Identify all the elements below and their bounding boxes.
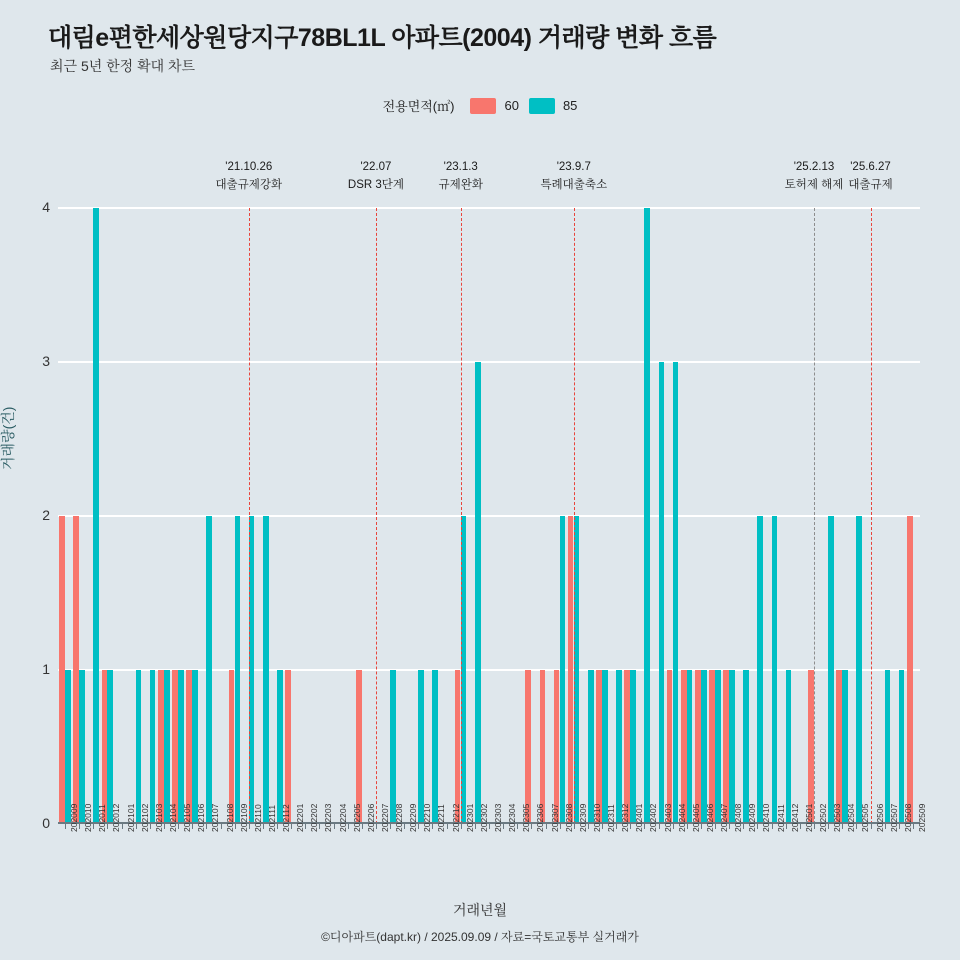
x-tick-label: 202506 <box>874 803 885 832</box>
bar-85 <box>136 670 142 824</box>
bar-60 <box>229 670 235 824</box>
bar-85 <box>659 362 665 824</box>
x-tick-mark <box>348 824 349 829</box>
x-tick-label: 202411 <box>775 804 786 832</box>
x-tick-mark <box>263 824 264 829</box>
x-tick-label: 202308 <box>563 803 574 832</box>
event-name: 특례대출축소 <box>540 179 608 192</box>
bar-85 <box>206 516 212 824</box>
bar-85 <box>475 362 481 824</box>
legend-swatch-60 <box>470 98 496 114</box>
bar-85 <box>263 516 269 824</box>
bar-85 <box>687 670 693 824</box>
bar-85 <box>178 670 184 824</box>
x-tick-mark <box>447 824 448 829</box>
page-subtitle: 최근 5년 한정 확대 차트 <box>50 58 196 74</box>
x-tick-mark <box>362 824 363 829</box>
x-tick-label: 202312 <box>620 803 631 832</box>
x-tick-mark <box>630 824 631 829</box>
x-tick-label: 202204 <box>337 803 348 832</box>
event-line <box>249 208 250 824</box>
x-tick-label: 202102 <box>139 803 150 832</box>
bar-85 <box>277 670 283 824</box>
x-tick-mark <box>574 824 575 829</box>
x-tick-label: 202509 <box>916 803 927 832</box>
x-tick-mark <box>93 824 94 829</box>
bar-60 <box>681 670 687 824</box>
x-tick-mark <box>913 824 914 829</box>
x-tick-mark <box>305 824 306 829</box>
x-tick-mark <box>616 824 617 829</box>
bar-60 <box>59 516 65 824</box>
legend-item-85[interactable] <box>529 98 577 114</box>
x-tick-label: 202302 <box>478 803 489 832</box>
event-name: 규제완화 <box>438 179 483 192</box>
x-tick-label: 202205 <box>351 803 362 832</box>
bar-60 <box>285 670 291 824</box>
bar-85 <box>630 670 636 824</box>
event-date: '25.2.13 <box>793 161 835 173</box>
x-tick-label: 202210 <box>422 803 433 832</box>
bar-85 <box>885 670 891 824</box>
x-tick-label: 202011 <box>97 804 108 832</box>
x-tick-mark <box>404 824 405 829</box>
x-tick-label: 202101 <box>125 803 136 832</box>
bar-85 <box>235 516 241 824</box>
x-tick-label: 202306 <box>535 803 546 832</box>
x-tick-mark <box>65 824 66 829</box>
x-tick-label: 202112 <box>281 804 292 832</box>
x-tick-mark <box>107 824 108 829</box>
x-tick-label: 202202 <box>309 803 320 832</box>
x-tick-label: 202010 <box>83 803 94 832</box>
bar-85 <box>899 670 905 824</box>
legend-swatch-85 <box>529 98 555 114</box>
y-axis-title: 거래량(건) <box>0 406 16 470</box>
x-tick-label: 202310 <box>591 803 602 832</box>
bar-series <box>58 208 920 824</box>
x-tick-mark <box>79 824 80 829</box>
x-tick-mark <box>560 824 561 829</box>
x-tick-label: 202009 <box>69 803 80 832</box>
x-tick-mark <box>828 824 829 829</box>
bar-60 <box>186 670 192 824</box>
x-tick-mark <box>786 824 787 829</box>
y-tick-label: 3 <box>42 353 50 369</box>
bar-85 <box>107 670 113 824</box>
x-tick-label: 202109 <box>238 803 249 832</box>
x-tick-mark <box>715 824 716 829</box>
x-tick-mark <box>432 824 433 829</box>
bar-85 <box>192 670 198 824</box>
x-tick-mark <box>602 824 603 829</box>
bar-85 <box>65 670 71 824</box>
bar-85 <box>644 208 650 824</box>
bar-85 <box>772 516 778 824</box>
x-tick-mark <box>235 824 236 829</box>
x-tick-label: 202201 <box>295 803 306 832</box>
legend-label-85: 85 <box>562 98 578 113</box>
x-tick-mark <box>743 824 744 829</box>
x-tick-label: 202408 <box>733 803 744 832</box>
event-date: '22.07 <box>360 161 392 173</box>
x-tick-mark <box>122 824 123 829</box>
bar-85 <box>93 208 99 824</box>
y-tick-label: 1 <box>42 661 50 677</box>
event-date: '23.1.3 <box>443 161 478 173</box>
bar-85 <box>757 516 763 824</box>
x-tick-mark <box>644 824 645 829</box>
bar-85 <box>616 670 622 824</box>
x-tick-mark <box>277 824 278 829</box>
bar-85 <box>842 670 848 824</box>
x-tick-mark <box>164 824 165 829</box>
x-tick-mark <box>687 824 688 829</box>
x-tick-mark <box>136 824 137 829</box>
bar-60 <box>172 670 178 824</box>
x-tick-label: 202104 <box>167 803 178 832</box>
bar-85 <box>715 670 721 824</box>
event-line <box>574 208 575 824</box>
bar-85 <box>150 670 156 824</box>
bar-60 <box>808 670 814 824</box>
x-tick-label: 202502 <box>818 803 829 832</box>
bar-60 <box>709 670 715 824</box>
bar-60 <box>158 670 164 824</box>
event-label <box>401 158 521 195</box>
x-tick-mark <box>489 824 490 829</box>
x-tick-label: 202103 <box>153 803 164 832</box>
bar-85 <box>743 670 749 824</box>
x-tick-mark <box>178 824 179 829</box>
x-tick-label: 202208 <box>394 803 405 832</box>
x-tick-mark <box>701 824 702 829</box>
x-tick-mark <box>899 824 900 829</box>
bar-85 <box>560 516 566 824</box>
y-tick-label: 4 <box>42 199 50 215</box>
bar-60 <box>540 670 546 824</box>
bar-85 <box>79 670 85 824</box>
x-tick-label: 202505 <box>860 803 871 832</box>
x-tick-mark <box>588 824 589 829</box>
x-tick-label: 202203 <box>323 803 334 832</box>
x-tick-label: 202301 <box>464 803 475 832</box>
x-tick-mark <box>673 824 674 829</box>
bar-85 <box>418 670 424 824</box>
bar-85 <box>588 670 594 824</box>
x-tick-mark <box>503 824 504 829</box>
bar-85 <box>828 516 834 824</box>
legend-title: 전용면적(㎡) <box>382 99 455 114</box>
event-name: DSR 3단계 <box>347 179 404 192</box>
x-tick-label: 202508 <box>902 803 913 832</box>
x-tick-mark <box>517 824 518 829</box>
x-tick-label: 202106 <box>196 803 207 832</box>
x-tick-mark <box>885 824 886 829</box>
x-tick-label: 202412 <box>789 803 800 832</box>
x-tick-mark <box>334 824 335 829</box>
bar-60 <box>568 516 574 824</box>
bar-60 <box>356 670 362 824</box>
legend-item-60[interactable] <box>470 98 518 114</box>
y-tick-label: 0 <box>42 815 50 831</box>
bar-85 <box>390 670 396 824</box>
bar-85 <box>602 670 608 824</box>
x-tick-label: 202311 <box>606 804 617 832</box>
x-tick-label: 202303 <box>493 803 503 832</box>
event-name: 대출규제강화 <box>215 179 283 192</box>
event-line <box>871 208 872 824</box>
bar-85 <box>701 670 707 824</box>
page-title: 대림e편한세상원당지구78BL1L 아파트(2004) 거래량 변화 흐름 <box>48 24 717 52</box>
x-tick-label: 202111 <box>266 804 277 832</box>
x-tick-mark <box>842 824 843 829</box>
x-tick-mark <box>729 824 730 829</box>
bar-60 <box>723 670 729 824</box>
x-tick-mark <box>856 824 857 829</box>
x-tick-mark <box>192 824 193 829</box>
bar-60 <box>73 516 79 824</box>
x-tick-label: 202404 <box>676 803 687 832</box>
x-tick-label: 202401 <box>634 803 645 832</box>
x-tick-mark <box>418 824 419 829</box>
x-tick-label: 202304 <box>507 803 518 832</box>
bar-85 <box>786 670 792 824</box>
bar-60 <box>695 670 701 824</box>
x-tick-label: 202307 <box>549 803 560 832</box>
x-tick-label: 202107 <box>210 803 221 832</box>
event-label <box>811 158 931 195</box>
x-tick-mark <box>221 824 222 829</box>
x-tick-mark <box>150 824 151 829</box>
event-label <box>514 158 634 195</box>
event-date: '23.9.7 <box>556 161 591 173</box>
x-tick-label: 202105 <box>182 803 193 832</box>
bar-60 <box>455 670 461 824</box>
bar-60 <box>624 670 630 824</box>
event-name: 토허제 해제 <box>784 179 844 192</box>
x-tick-label: 202012 <box>111 803 122 832</box>
x-tick-label: 202207 <box>379 803 390 832</box>
bar-85 <box>673 362 679 824</box>
bar-85 <box>729 670 735 824</box>
x-tick-label: 202501 <box>803 803 814 832</box>
plot-area <box>58 208 920 824</box>
bar-60 <box>525 670 531 824</box>
bar-60 <box>907 516 913 824</box>
x-tick-label: 202504 <box>846 803 857 832</box>
y-tick-label: 2 <box>42 507 50 523</box>
event-date: '25.6.27 <box>850 161 891 173</box>
x-tick-label: 202110 <box>252 804 263 832</box>
bar-85 <box>432 670 438 824</box>
x-tick-label: 202407 <box>719 803 730 832</box>
x-tick-label: 202409 <box>747 803 758 832</box>
bar-60 <box>836 670 842 824</box>
x-tick-mark <box>291 824 292 829</box>
x-tick-mark <box>800 824 801 829</box>
x-tick-label: 202403 <box>662 803 673 832</box>
footer-credit: ©디아파트(dapt.kr) / 2025.09.09 / 자료=국토교통부 실거래가 <box>321 930 639 944</box>
x-tick-mark <box>757 824 758 829</box>
x-tick-mark <box>390 824 391 829</box>
bar-60 <box>667 670 673 824</box>
event-line <box>376 208 377 824</box>
x-tick-label: 202405 <box>690 803 701 832</box>
chart-legend <box>0 96 960 115</box>
x-tick-label: 202410 <box>761 803 772 832</box>
x-tick-label: 202305 <box>521 803 532 832</box>
x-tick-label: 202209 <box>408 803 419 832</box>
x-tick-mark <box>206 824 207 829</box>
event-line <box>461 208 462 824</box>
event-line <box>814 208 815 824</box>
x-tick-mark <box>814 824 815 829</box>
event-name: 대출규제 <box>848 179 893 192</box>
x-tick-label: 202402 <box>648 803 659 832</box>
x-tick-mark <box>546 824 547 829</box>
x-tick-label: 202211 <box>436 804 447 832</box>
x-axis-title: 거래년월 <box>452 902 508 918</box>
x-tick-mark <box>376 824 377 829</box>
bar-85 <box>856 516 862 824</box>
x-tick-label: 202309 <box>577 803 588 832</box>
bar-85 <box>164 670 170 824</box>
legend-label-60: 60 <box>504 98 519 113</box>
x-tick-mark <box>319 824 320 829</box>
x-tick-mark <box>871 824 872 829</box>
x-tick-mark <box>531 824 532 829</box>
x-tick-mark <box>475 824 476 829</box>
x-tick-mark <box>772 824 773 829</box>
x-tick-label: 202206 <box>365 803 376 832</box>
event-date: '21.10.26 <box>225 161 273 173</box>
x-tick-label: 202108 <box>224 803 235 832</box>
bar-60 <box>596 670 602 824</box>
x-tick-label: 202503 <box>832 803 843 832</box>
event-label <box>189 158 309 195</box>
x-tick-label: 202212 <box>450 803 461 832</box>
x-tick-mark <box>461 824 462 829</box>
x-tick-mark <box>659 824 660 829</box>
bar-60 <box>102 670 108 824</box>
bar-60 <box>554 670 560 824</box>
x-tick-mark <box>249 824 250 829</box>
x-tick-label: 202507 <box>888 803 899 832</box>
x-tick-label: 202406 <box>704 803 715 832</box>
